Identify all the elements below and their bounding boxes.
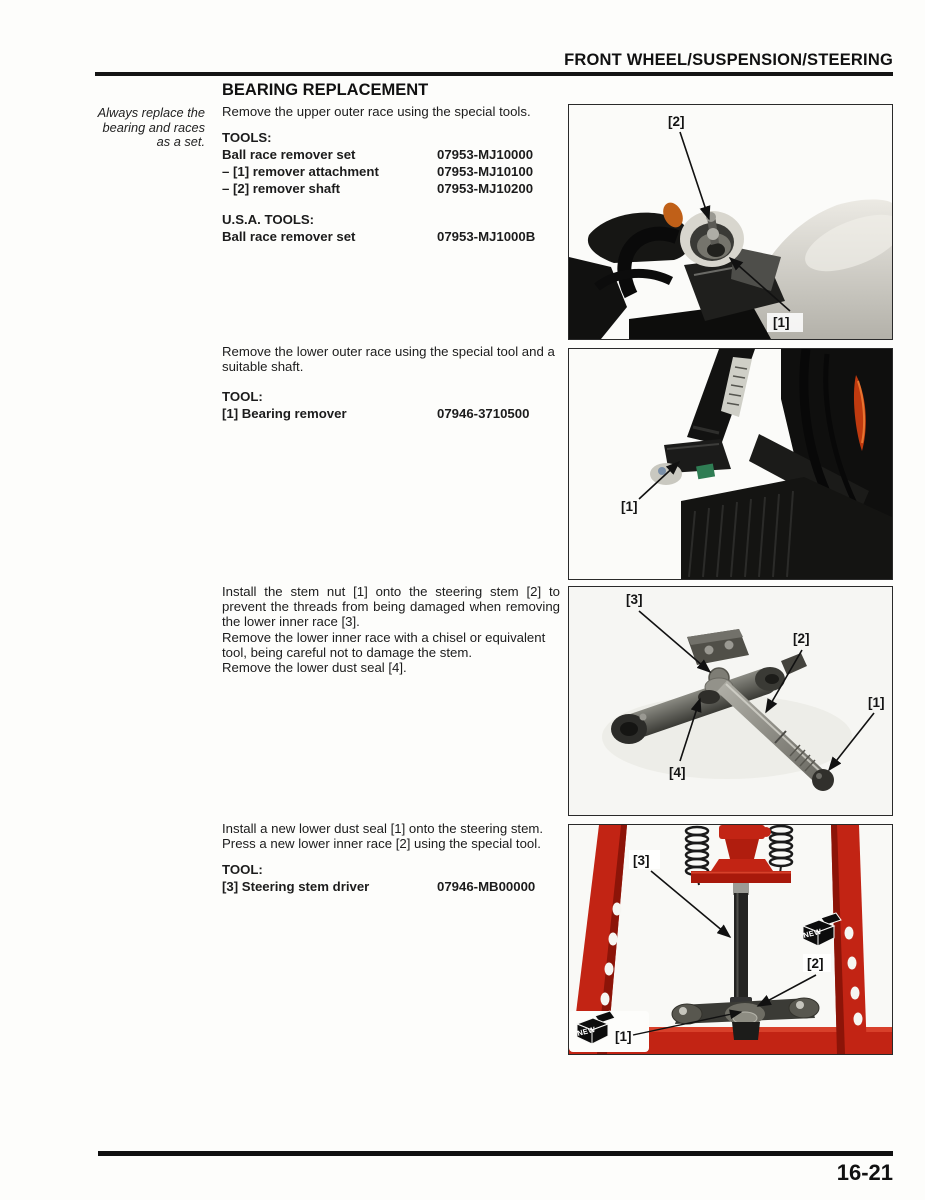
callout-label: [1] [773,315,790,330]
callout-label: [1] [615,1029,632,1044]
tool-row [222,405,560,422]
section-heading: BEARING REPLACEMENT [222,81,429,99]
tools-heading: TOOLS: [222,130,272,146]
boss-glint [679,1007,687,1015]
tool-row [222,146,560,163]
step-block-stem-nut [222,584,560,675]
new-badge-text: NEW [576,1024,597,1038]
paragraph: Install the stem nut [1] onto the steering stem [2] to prevent the threads from being damaged when removing the lower inner race [3]. [222,584,560,630]
step-block-install-seal [222,821,560,895]
blue-mark [658,467,666,475]
fork-boss [789,998,819,1018]
tool-name: [3] Steering stem driver [222,879,370,895]
figure-lower-outer-race-photo [568,348,893,580]
ring-hole [707,243,725,257]
figure-press-photo [568,824,893,1055]
shaft-end-nut [812,769,834,791]
tool-part-number: 07946-3710500 [437,406,530,422]
tool-row [222,878,560,895]
footer-rule [98,1151,893,1156]
figure-steering-stem-photo [568,586,893,816]
beam-hole [854,1013,863,1026]
header-rule [95,72,893,76]
callout-label: [4] [669,765,686,780]
figure-3-illustration [569,587,892,815]
page-number: 16-21 [836,1160,893,1185]
holder-bolt [705,646,714,655]
left-boss-hole [620,722,638,736]
tool-row [222,228,560,245]
beam-hole [605,963,614,976]
tool-part-number: 07953-MJ1000B [437,229,536,245]
paragraph: Remove the upper outer race using the special tools. [222,104,531,119]
header-title: FRONT WHEEL/SUSPENSION/STEERING [564,51,893,69]
tool-part-number: 07953-MJ10000 [437,147,534,163]
beam-hole [851,987,860,1000]
paragraph: Press a new lower inner race [2] using the special tool. [222,836,541,852]
tool-row [222,163,560,180]
tool-name: – [2] remover shaft [222,181,340,197]
beam-hole [613,903,622,916]
clamp-bolt [640,714,647,721]
callout-label: [1] [621,499,638,514]
step-block-lower-outer-race [222,344,560,422]
callout-label: [3] [626,592,643,607]
tool-part-number: 07953-MJ10200 [437,181,534,197]
figure-1-illustration [569,105,892,339]
nut-glint [816,773,822,779]
tool-name: [1] Bearing remover [222,406,347,422]
beam-hole [609,933,618,946]
tools-heading: TOOL: [222,862,263,878]
jack-spout [761,827,771,837]
steering-stem-driver-shaft [734,893,748,999]
beam-hole [848,957,857,970]
beam-hole [845,927,854,940]
boss-glint [796,1001,804,1009]
lower-dust-seal [698,690,720,704]
jack-base [711,859,773,871]
holder-bolt [725,641,734,650]
tool-row [222,180,560,197]
tool-name: Ball race remover set [222,229,356,245]
paragraph: Remove the lower dust seal [4]. [222,660,407,676]
new-badge-text: NEW [802,926,823,940]
jack-body [725,839,759,859]
tool-part-number: 07953-MJ10100 [437,164,534,180]
callout-label: [2] [807,956,824,971]
right-boss-hole [765,674,779,684]
callout-label: [2] [793,631,810,646]
figure-2-illustration [569,349,892,579]
figure-upper-outer-race-photo [568,104,893,340]
figure-4-illustration [569,825,892,1054]
paragraph: Install a new lower dust seal [1] onto the steering stem. [222,821,544,836]
paragraph: Remove the lower inner race with a chisel or equivalent tool, being careful not to damage the stem. [222,629,546,660]
callout-label: [2] [668,114,685,129]
beam-hole [601,993,610,1006]
tools-heading: TOOL: [222,389,263,405]
callout-label: [1] [868,695,885,710]
usa-tools-heading: U.S.A. TOOLS: [222,212,315,228]
shaft-washer [707,228,719,240]
stem-nut [732,1022,760,1040]
callout-label: [3] [633,853,650,868]
margin-note: Always replace the bearing and races as a set. [97,105,205,149]
tool-part-number: 07946-MB00000 [437,879,536,895]
step-block-upper-outer-race [222,104,560,245]
paragraph: Remove the lower outer race using the special tool and a suitable shaft. [222,344,555,375]
tool-name: Ball race remover set [222,147,356,163]
tool-name: – [1] remover attachment [222,164,379,180]
hydraulic-jack-top [719,825,765,839]
